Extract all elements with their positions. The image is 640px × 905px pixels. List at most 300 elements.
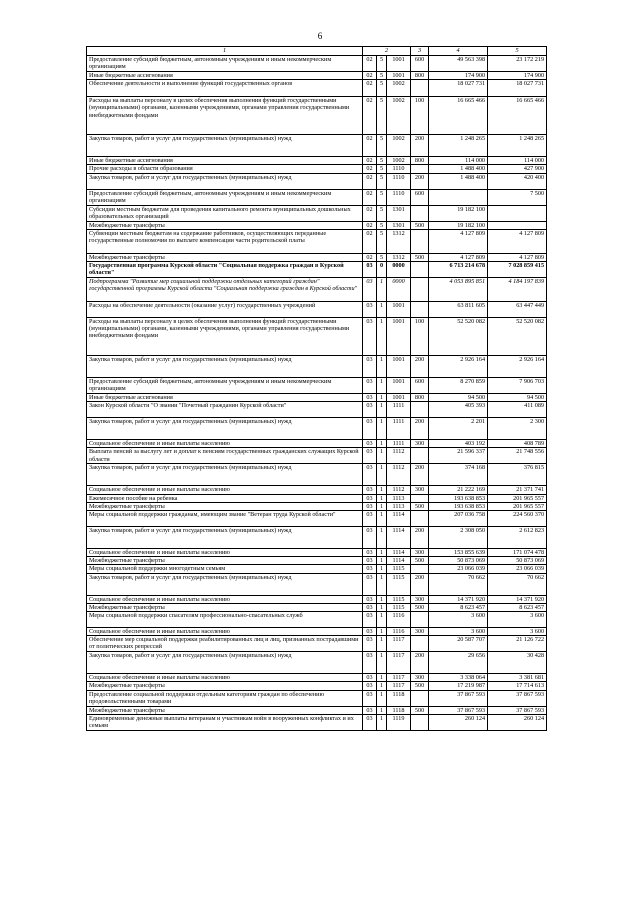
table-row	[87, 652, 547, 674]
table-row	[87, 612, 547, 628]
cell-code-subprogram: 5	[377, 205, 387, 221]
cell-amount-year1: 2 308 050	[429, 527, 488, 549]
cell-code-direction: 1118	[387, 690, 411, 706]
cell-expense-type	[411, 511, 429, 527]
cell-name: Закупка товаров, работ и услуг для государственных (муниципальных) нужд	[87, 356, 363, 378]
cell-name: Предоставление субсидий бюджетным, автономным учреждениям и иным некоммерческим организациям	[87, 189, 363, 205]
table-row	[87, 674, 547, 682]
cell-code-subprogram: 5	[377, 221, 387, 229]
cell-amount-year1: 4 053 895 851	[429, 278, 488, 302]
cell-name: Закупка товаров, работ и услуг для государственных (муниципальных) нужд	[87, 418, 363, 440]
cell-code-subprogram: 1	[377, 674, 387, 682]
header-sum1-col: 4	[429, 47, 488, 56]
cell-expense-type: 100	[411, 97, 429, 135]
cell-code-subprogram: 1	[377, 356, 387, 378]
cell-name: Закупка товаров, работ и услуг для государственных (муниципальных) нужд	[87, 464, 363, 486]
cell-amount-year1: 174 900	[429, 72, 488, 80]
cell-name: Обеспечение мер социальной поддержки реабилитированных лиц и лиц, признанных пострадавшими от политических репрессий	[87, 636, 363, 652]
table-row	[87, 595, 547, 603]
table-row	[87, 573, 547, 595]
cell-amount-year2: 23 066 039	[488, 565, 547, 573]
cell-code-program: 03	[363, 440, 377, 448]
cell-amount-year2: 174 900	[488, 72, 547, 80]
cell-expense-type: 300	[411, 486, 429, 494]
cell-code-direction: 0000	[387, 262, 411, 278]
cell-amount-year1: 37 867 593	[429, 690, 488, 706]
cell-code-program: 03	[363, 690, 377, 706]
cell-name: Закупка товаров, работ и услуг для государственных (муниципальных) нужд	[87, 527, 363, 549]
cell-code-direction: 1111	[387, 440, 411, 448]
cell-code-direction: 1112	[387, 486, 411, 494]
cell-code-program: 02	[363, 189, 377, 205]
table-row	[87, 318, 547, 356]
cell-amount-year1: 21 222 169	[429, 486, 488, 494]
cell-code-direction: 1117	[387, 652, 411, 674]
table-row	[87, 80, 547, 97]
cell-code-subprogram: 5	[377, 80, 387, 97]
cell-code-direction: 1117	[387, 674, 411, 682]
table-row	[87, 378, 547, 394]
cell-expense-type: 500	[411, 557, 429, 565]
cell-amount-year2: 4 127 809	[488, 229, 547, 253]
table-row	[87, 173, 547, 189]
cell-code-program: 03	[363, 418, 377, 440]
table-row	[87, 221, 547, 229]
cell-expense-type	[411, 494, 429, 502]
cell-expense-type	[411, 612, 429, 628]
cell-code-subprogram: 1	[377, 394, 387, 402]
cell-amount-year1: 18 027 731	[429, 80, 488, 97]
cell-code-subprogram: 1	[377, 549, 387, 557]
cell-amount-year1: 1 248 265	[429, 135, 488, 157]
cell-amount-year1: 193 638 853	[429, 494, 488, 502]
cell-code-direction: 0000	[387, 278, 411, 302]
cell-code-direction: 1001	[387, 378, 411, 394]
cell-expense-type: 200	[411, 573, 429, 595]
cell-name: Меры социальной поддержки многодетным семьям	[87, 565, 363, 573]
cell-code-program: 02	[363, 72, 377, 80]
cell-code-program: 02	[363, 80, 377, 97]
table-row	[87, 502, 547, 510]
cell-amount-year2: 171 074 478	[488, 549, 547, 557]
cell-code-program: 03	[363, 527, 377, 549]
cell-amount-year2: 420 400	[488, 173, 547, 189]
table-row	[87, 418, 547, 440]
cell-code-program: 02	[363, 253, 377, 261]
cell-code-program: 03	[363, 302, 377, 318]
table-row	[87, 165, 547, 173]
cell-code-program: 03	[363, 612, 377, 628]
cell-expense-type: 600	[411, 189, 429, 205]
cell-code-program: 03	[363, 573, 377, 595]
cell-name: Меры социальной поддержки спасателям профессионально-спасательных служб	[87, 612, 363, 628]
cell-code-direction: 1002	[387, 80, 411, 97]
cell-name: Межбюджетные трансферты	[87, 706, 363, 714]
cell-expense-type	[411, 278, 429, 302]
cell-code-program: 03	[363, 502, 377, 510]
cell-amount-year2: 408 789	[488, 440, 547, 448]
cell-code-program: 03	[363, 464, 377, 486]
cell-amount-year2: 224 560 370	[488, 511, 547, 527]
cell-amount-year1: 19 182 100	[429, 205, 488, 221]
table-row	[87, 189, 547, 205]
cell-code-direction: 1002	[387, 97, 411, 135]
cell-amount-year1: 50 873 069	[429, 557, 488, 565]
cell-amount-year2: 94 500	[488, 394, 547, 402]
cell-code-program: 03	[363, 565, 377, 573]
cell-code-subprogram: 1	[377, 378, 387, 394]
cell-code-subprogram: 1	[377, 494, 387, 502]
cell-amount-year1: 8 623 457	[429, 603, 488, 611]
cell-amount-year1: 3 338 064	[429, 674, 488, 682]
cell-code-subprogram: 1	[377, 418, 387, 440]
cell-code-subprogram: 1	[377, 682, 387, 690]
cell-code-program: 02	[363, 205, 377, 221]
cell-expense-type: 300	[411, 549, 429, 557]
cell-amount-year1: 4 127 809	[429, 253, 488, 261]
cell-code-direction: 1301	[387, 221, 411, 229]
cell-code-program: 03	[363, 682, 377, 690]
cell-amount-year2: 4 127 809	[488, 253, 547, 261]
cell-amount-year1: 374 168	[429, 464, 488, 486]
table-row	[87, 278, 547, 302]
cell-name: Межбюджетные трансферты	[87, 253, 363, 261]
cell-code-subprogram: 5	[377, 157, 387, 165]
page-number: 6	[317, 31, 323, 41]
cell-code-program: 03	[363, 318, 377, 356]
cell-code-program: 03	[363, 674, 377, 682]
table-row	[87, 690, 547, 706]
cell-amount-year1: 19 182 100	[429, 221, 488, 229]
cell-code-program: 03	[363, 278, 377, 302]
cell-expense-type: 600	[411, 56, 429, 72]
cell-amount-year1: 70 662	[429, 573, 488, 595]
cell-amount-year1: 1 488 400	[429, 165, 488, 173]
cell-name: Социальное обеспечение и иные выплаты населению	[87, 595, 363, 603]
table-row	[87, 56, 547, 72]
table-header-row	[87, 47, 547, 56]
cell-expense-type: 200	[411, 652, 429, 674]
cell-amount-year2	[488, 205, 547, 221]
cell-code-subprogram: 1	[377, 278, 387, 302]
cell-code-direction: 1002	[387, 135, 411, 157]
cell-code-direction: 1116	[387, 612, 411, 628]
cell-amount-year1: 1 488 400	[429, 173, 488, 189]
cell-amount-year1: 405 393	[429, 402, 488, 418]
cell-code-program: 03	[363, 706, 377, 714]
cell-name: Межбюджетные трансферты	[87, 557, 363, 565]
header-sum2-col: 5	[488, 47, 547, 56]
cell-code-program: 03	[363, 494, 377, 502]
cell-code-subprogram: 1	[377, 690, 387, 706]
cell-amount-year1: 260 124	[429, 714, 488, 730]
table-row	[87, 511, 547, 527]
table-row	[87, 494, 547, 502]
cell-name: Расходы на выплаты персоналу в целях обеспечения выполнения функций государственными (муниципальными) органами, казенными учреждениями, органами управления государственными внебюджетными фондами	[87, 97, 363, 135]
header-code-col: 2	[363, 47, 411, 56]
cell-amount-year1: 52 520 082	[429, 318, 488, 356]
cell-amount-year1: 23 066 039	[429, 565, 488, 573]
cell-expense-type	[411, 205, 429, 221]
cell-code-subprogram: 1	[377, 595, 387, 603]
cell-code-program: 03	[363, 652, 377, 674]
cell-code-direction: 1116	[387, 628, 411, 636]
cell-code-direction: 1001	[387, 318, 411, 356]
cell-code-subprogram: 1	[377, 511, 387, 527]
cell-amount-year2: 17 714 613	[488, 682, 547, 690]
table-row	[87, 714, 547, 730]
cell-code-direction: 1301	[387, 205, 411, 221]
cell-amount-year2: 21 371 741	[488, 486, 547, 494]
cell-name: Предоставление субсидий бюджетным, автономным учреждениям и иным некоммерческим организациям	[87, 56, 363, 72]
cell-code-direction: 1117	[387, 682, 411, 690]
table-row	[87, 628, 547, 636]
cell-amount-year1: 16 665 466	[429, 97, 488, 135]
cell-code-subprogram: 1	[377, 573, 387, 595]
cell-code-direction: 1114	[387, 527, 411, 549]
cell-code-direction: 1115	[387, 595, 411, 603]
cell-code-program: 03	[363, 394, 377, 402]
cell-amount-year2: 21 748 556	[488, 448, 547, 464]
cell-name: Межбюджетные трансферты	[87, 221, 363, 229]
cell-expense-type: 200	[411, 135, 429, 157]
cell-code-program: 03	[363, 402, 377, 418]
cell-amount-year2: 3 600	[488, 628, 547, 636]
cell-amount-year2: 37 867 593	[488, 690, 547, 706]
cell-code-program: 03	[363, 486, 377, 494]
cell-amount-year2: 23 172 219	[488, 56, 547, 72]
cell-code-program: 03	[363, 448, 377, 464]
cell-code-program: 02	[363, 229, 377, 253]
cell-name: Иные бюджетные ассигнования	[87, 394, 363, 402]
cell-amount-year1	[429, 189, 488, 205]
cell-expense-type: 800	[411, 394, 429, 402]
cell-amount-year1: 193 638 853	[429, 502, 488, 510]
cell-code-direction: 1001	[387, 302, 411, 318]
cell-code-subprogram: 1	[377, 628, 387, 636]
cell-amount-year2: 411 089	[488, 402, 547, 418]
cell-code-subprogram: 1	[377, 402, 387, 418]
table-row	[87, 394, 547, 402]
cell-name: Иные бюджетные ассигнования	[87, 72, 363, 80]
cell-amount-year2: 18 027 731	[488, 80, 547, 97]
cell-code-program: 02	[363, 173, 377, 189]
cell-amount-year2: 201 965 557	[488, 502, 547, 510]
cell-expense-type	[411, 302, 429, 318]
cell-code-direction: 1114	[387, 557, 411, 565]
cell-name: Социальное обеспечение и иные выплаты населению	[87, 549, 363, 557]
cell-code-direction: 1115	[387, 565, 411, 573]
cell-expense-type	[411, 448, 429, 464]
cell-amount-year2: 21 126 722	[488, 636, 547, 652]
cell-code-program: 03	[363, 595, 377, 603]
table-row	[87, 253, 547, 261]
cell-code-subprogram: 5	[377, 229, 387, 253]
cell-amount-year1: 153 855 639	[429, 549, 488, 557]
cell-name: Прочие расходы в области образования	[87, 165, 363, 173]
table-row	[87, 72, 547, 80]
cell-code-program: 03	[363, 378, 377, 394]
table-row	[87, 706, 547, 714]
cell-code-subprogram: 5	[377, 165, 387, 173]
table-row	[87, 682, 547, 690]
cell-expense-type	[411, 165, 429, 173]
cell-code-direction: 1114	[387, 511, 411, 527]
table-row	[87, 302, 547, 318]
cell-expense-type: 200	[411, 464, 429, 486]
cell-amount-year1: 49 563 398	[429, 56, 488, 72]
cell-amount-year2: 376 815	[488, 464, 547, 486]
cell-code-direction: 1110	[387, 165, 411, 173]
cell-code-direction: 1001	[387, 394, 411, 402]
cell-code-subprogram: 1	[377, 440, 387, 448]
cell-expense-type	[411, 402, 429, 418]
cell-code-direction: 1112	[387, 448, 411, 464]
cell-expense-type	[411, 80, 429, 97]
cell-amount-year1: 2 201	[429, 418, 488, 440]
cell-name: Социальное обеспечение и иные выплаты населению	[87, 440, 363, 448]
cell-amount-year2: 427 900	[488, 165, 547, 173]
cell-code-subprogram: 1	[377, 527, 387, 549]
cell-code-program: 02	[363, 97, 377, 135]
cell-expense-type: 200	[411, 418, 429, 440]
cell-amount-year2: 37 867 593	[488, 706, 547, 714]
table-row	[87, 262, 547, 278]
cell-amount-year1: 403 192	[429, 440, 488, 448]
cell-amount-year1: 17 219 987	[429, 682, 488, 690]
cell-name: Ежемесячное пособие на ребенка	[87, 494, 363, 502]
cell-name: Закупка товаров, работ и услуг для государственных (муниципальных) нужд	[87, 573, 363, 595]
cell-code-subprogram: 1	[377, 636, 387, 652]
table-row	[87, 205, 547, 221]
cell-code-direction: 1115	[387, 603, 411, 611]
cell-amount-year2: 52 520 082	[488, 318, 547, 356]
cell-amount-year2: 30 428	[488, 652, 547, 674]
cell-expense-type: 500	[411, 253, 429, 261]
cell-code-subprogram: 1	[377, 318, 387, 356]
cell-code-direction: 1113	[387, 494, 411, 502]
cell-expense-type	[411, 690, 429, 706]
cell-code-subprogram: 5	[377, 97, 387, 135]
cell-expense-type: 500	[411, 502, 429, 510]
cell-amount-year2: 3 381 681	[488, 674, 547, 682]
cell-amount-year1: 3 600	[429, 612, 488, 628]
cell-expense-type: 200	[411, 356, 429, 378]
cell-amount-year2: 7 906 703	[488, 378, 547, 394]
cell-expense-type: 300	[411, 674, 429, 682]
cell-name: Закупка товаров, работ и услуг для государственных (муниципальных) нужд	[87, 135, 363, 157]
table-body	[87, 56, 547, 731]
table-row	[87, 636, 547, 652]
cell-name: Закупка товаров, работ и услуг для государственных (муниципальных) нужд	[87, 652, 363, 674]
cell-amount-year1: 2 926 164	[429, 356, 488, 378]
cell-amount-year2: 7 500	[488, 189, 547, 205]
cell-expense-type: 300	[411, 440, 429, 448]
cell-expense-type: 100	[411, 318, 429, 356]
cell-code-direction: 1110	[387, 173, 411, 189]
table-row	[87, 527, 547, 549]
cell-amount-year2: 2 926 164	[488, 356, 547, 378]
cell-expense-type: 800	[411, 157, 429, 165]
cell-amount-year2: 201 965 557	[488, 494, 547, 502]
cell-code-subprogram: 1	[377, 612, 387, 628]
cell-code-subprogram: 1	[377, 652, 387, 674]
cell-amount-year1: 8 270 859	[429, 378, 488, 394]
cell-amount-year2: 3 600	[488, 612, 547, 628]
cell-expense-type: 200	[411, 173, 429, 189]
cell-amount-year2: 16 665 466	[488, 97, 547, 135]
cell-name: Расходы на обеспечение деятельности (оказание услуг) государственных учреждений	[87, 302, 363, 318]
cell-code-direction: 1110	[387, 189, 411, 205]
cell-amount-year2: 114 000	[488, 157, 547, 165]
cell-code-program: 03	[363, 356, 377, 378]
cell-amount-year2: 4 184 197 839	[488, 278, 547, 302]
table-row	[87, 157, 547, 165]
cell-name: Выплата пенсий за выслугу лет и доплат к пенсиям государственных гражданских служащих Курской области	[87, 448, 363, 464]
cell-amount-year2: 7 028 859 415	[488, 262, 547, 278]
cell-amount-year1: 63 811 605	[429, 302, 488, 318]
cell-code-direction: 1113	[387, 502, 411, 510]
cell-expense-type: 500	[411, 682, 429, 690]
cell-code-subprogram: 5	[377, 72, 387, 80]
cell-name: Подпрограмма "Развитие мер социальной поддержки отдельных категорий граждан" государственной программы Курской области "Социальная поддержка граждан в Курской области"	[87, 278, 363, 302]
cell-amount-year2: 8 623 457	[488, 603, 547, 611]
header-type-col: 3	[411, 47, 429, 56]
cell-name: Иные бюджетные ассигнования	[87, 157, 363, 165]
cell-code-direction: 1117	[387, 636, 411, 652]
cell-amount-year2: 260 124	[488, 714, 547, 730]
table-row	[87, 464, 547, 486]
cell-name: Социальное обеспечение и иные выплаты населению	[87, 486, 363, 494]
cell-code-program: 03	[363, 549, 377, 557]
cell-code-subprogram: 1	[377, 565, 387, 573]
cell-amount-year1: 29 656	[429, 652, 488, 674]
cell-name: Расходы на выплаты персоналу в целях обеспечения выполнения функций государственными (муниципальными) органами, казенными учреждениями, органами управления государственными внебюджетными фондами	[87, 318, 363, 356]
cell-name: Единовременные денежные выплаты ветеранам и участникам войн в вооруженных конфликтах и их семьям	[87, 714, 363, 730]
cell-name: Обеспечение деятельности и выполнение функций государственных органов	[87, 80, 363, 97]
cell-amount-year1: 94 500	[429, 394, 488, 402]
cell-amount-year1: 3 600	[429, 628, 488, 636]
cell-code-direction: 1112	[387, 464, 411, 486]
cell-name: Государственная программа Курской области "Социальная поддержка граждан в Курской области"	[87, 262, 363, 278]
table-row	[87, 486, 547, 494]
table-row	[87, 603, 547, 611]
cell-name: Межбюджетные трансферты	[87, 682, 363, 690]
cell-amount-year1: 37 867 593	[429, 706, 488, 714]
cell-code-program: 02	[363, 221, 377, 229]
cell-name: Субвенции местным бюджетам на содержание работников, осуществляющих переданные государственные полномочия по выплате компенсации части родительской платы	[87, 229, 363, 253]
table-row	[87, 135, 547, 157]
table-row	[87, 97, 547, 135]
cell-code-subprogram: 1	[377, 706, 387, 714]
cell-code-subprogram: 1	[377, 302, 387, 318]
cell-amount-year2	[488, 221, 547, 229]
cell-expense-type: 500	[411, 221, 429, 229]
cell-code-program: 03	[363, 511, 377, 527]
cell-code-subprogram: 1	[377, 714, 387, 730]
cell-amount-year1: 14 371 920	[429, 595, 488, 603]
cell-code-direction: 1312	[387, 253, 411, 261]
table-row	[87, 440, 547, 448]
cell-code-program: 02	[363, 135, 377, 157]
cell-code-direction: 1001	[387, 72, 411, 80]
cell-code-program: 03	[363, 557, 377, 565]
cell-amount-year2: 1 248 265	[488, 135, 547, 157]
cell-amount-year2: 2 612 823	[488, 527, 547, 549]
cell-code-subprogram: 5	[377, 189, 387, 205]
cell-expense-type: 200	[411, 527, 429, 549]
table-row	[87, 448, 547, 464]
